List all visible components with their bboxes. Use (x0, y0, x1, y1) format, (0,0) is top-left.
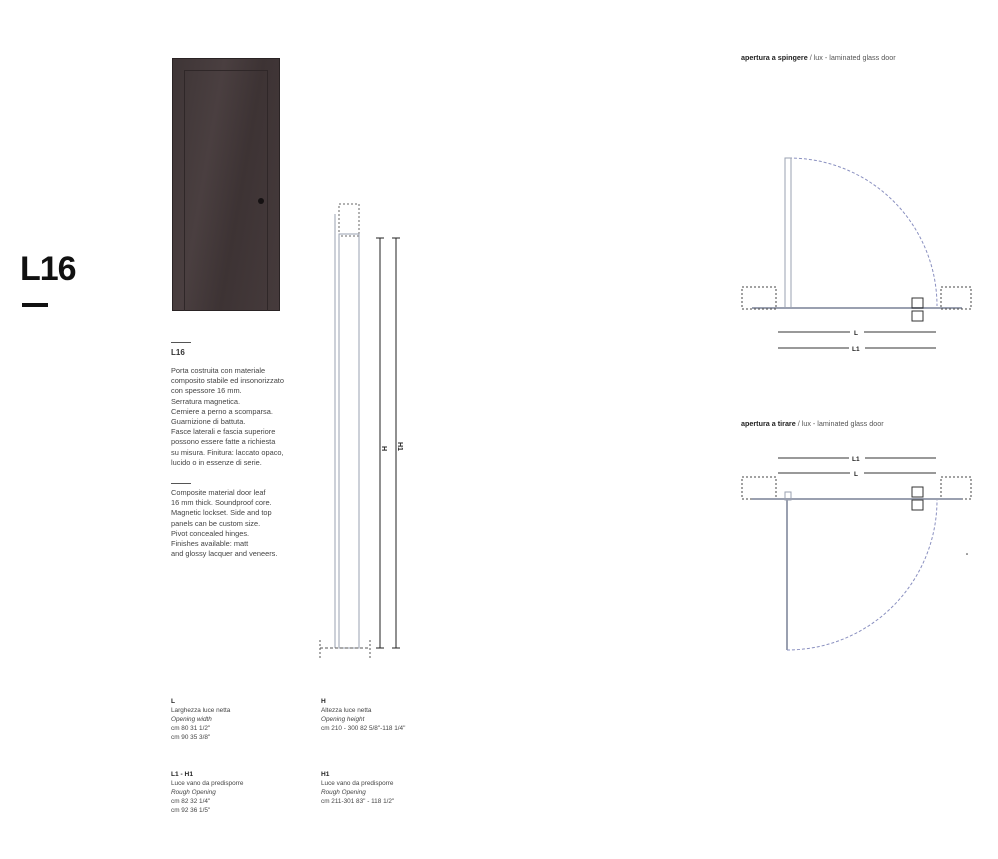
spec-code: H (321, 698, 326, 705)
italian-line: composito stabile ed insonorizzato (171, 376, 284, 386)
label-l-push: L (854, 330, 858, 337)
description-code: L16 (171, 348, 185, 357)
swing-arc-push (789, 158, 937, 306)
italian-line: lucido o in essenze di serie. (171, 457, 262, 467)
lock-pull-b (912, 500, 923, 510)
label-l-pull: L (854, 471, 858, 478)
english-line: Composite material door leaf (171, 488, 266, 497)
glass-leaf-push (785, 158, 791, 308)
spec-opening-width (171, 697, 230, 742)
label-h: H (380, 446, 387, 452)
label-h1: H1 (396, 442, 403, 451)
spec-row: cm 90 35 3/8" (171, 734, 211, 741)
spec-row: cm 92 36 1/5" (171, 807, 211, 814)
italian-line: Serratura magnetica. (171, 396, 241, 406)
lock-push-a (912, 298, 923, 308)
english-line: Finishes available: matt (171, 539, 249, 549)
spec-it: Luce vano da predisporre (321, 780, 394, 787)
wall-right-push (941, 287, 971, 309)
spec-row: cm 80 31 1/2" (171, 725, 211, 732)
caption-push-bold: apertura a spingere (741, 53, 808, 62)
spec-en: Rough Opening (171, 789, 216, 796)
spec-code: H1 (321, 771, 330, 778)
spec-code: L1 - H1 (171, 771, 193, 778)
italian-line: su misura. Finitura: laccato opaco, (171, 447, 284, 457)
italian-line: Cerniere a perno a scomparsa. (171, 406, 273, 416)
spec-it: Altezza luce netta (321, 707, 372, 714)
spec-opening-height (321, 697, 405, 733)
spec-row: cm 211-301 83" - 118 1/2" (321, 798, 395, 805)
spec-code: L (171, 698, 176, 705)
spec-en: Rough Opening (321, 789, 366, 796)
lock-push-b (912, 311, 923, 321)
spec-en: Opening width (171, 716, 212, 723)
top-panel-outline (339, 204, 359, 236)
spec-row: cm 210 - 300 82 5/8"-118 1/4" (321, 725, 406, 732)
caption-push-rest: / lux - laminated glass door (807, 53, 896, 62)
plan-pull-drawing (742, 453, 971, 650)
vertical-section-drawing (320, 204, 403, 660)
caption-pull-bold: apertura a tirare (741, 419, 796, 428)
caption-push (741, 53, 896, 62)
spec-rough-height (321, 770, 394, 806)
italian-line: possono essere fatte a richiesta (171, 437, 276, 447)
lock-pull-a (912, 487, 923, 497)
wall-left-push (742, 287, 776, 309)
spec-rough-width (171, 770, 243, 815)
english-line: panels can be custom size. (171, 518, 261, 528)
italian-line: con spessore 16 mm. (171, 386, 242, 396)
spec-row: cm 82 32 1/4" (171, 798, 211, 805)
italian-line: Porta costruita con materiale (171, 366, 266, 375)
label-l1-pull: L1 (852, 456, 860, 463)
caption-pull (741, 419, 884, 428)
swing-arc-pull (787, 500, 937, 650)
stray-dot (966, 553, 968, 555)
spec-it: Luce vano da predisporre (171, 780, 244, 787)
spec-it: Larghezza luce netta (171, 707, 231, 714)
wall-right-pull (941, 477, 971, 499)
door-leaf-section (339, 234, 359, 648)
spec-en: Opening height (321, 716, 365, 723)
caption-pull-rest: / lux - laminated glass door (795, 419, 884, 428)
model-code-heading: L16 (20, 250, 76, 288)
wall-left-pull (742, 477, 776, 499)
english-line: Magnetic lockset. Side and top (171, 508, 272, 518)
italian-line: Guarnizione di battuta. (171, 417, 246, 427)
english-line: and glossy lacquer and veneers. (171, 549, 278, 559)
english-line: Pivot concealed hinges. (171, 528, 250, 538)
english-line: 16 mm thick. Soundproof core. (171, 498, 272, 508)
label-l1-push: L1 (852, 346, 860, 353)
italian-line: Fasce laterali e fascia superiore (171, 427, 276, 437)
plan-push-drawing (742, 158, 971, 353)
